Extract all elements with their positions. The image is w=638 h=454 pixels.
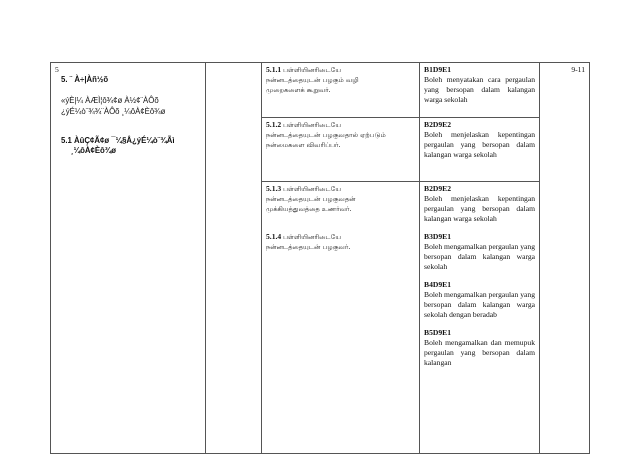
performance-code: B1D9E1 <box>424 65 452 74</box>
performance-description: Boleh mengamalkan pergaulan yang bersopan dalam kalangan warga sekolah dengan beradab <box>424 290 535 320</box>
performance-description: Boleh menjelaskan kepentingan pergaulan yang bersopan dalam kalangan warga sekolah <box>424 130 535 160</box>
period-range-cell <box>540 63 590 454</box>
standard-text: நன்னடத்தையுடன் பழகுவதன் <box>266 195 356 204</box>
standard-text: பள்ளியினரிடையே <box>283 121 341 130</box>
week-and-topic-cell <box>51 63 206 454</box>
content-standard-title: 5.1 ÀûÇ¢Ã¢ø ¯¼§Å¿ýÉ¼ò¨¾Ãì <box>61 136 175 145</box>
standard-text: முக்கியத்துவத்தை உணர்வர். <box>266 205 352 214</box>
blank-column-cell <box>206 63 262 454</box>
standard-text: நன்மைகளை விவரிப்பர். <box>266 141 341 150</box>
table-row <box>51 63 590 118</box>
standard-text: பள்ளியினரிடையே <box>283 66 341 74</box>
learning-standard-cell <box>262 63 420 118</box>
performance-description: Boleh mengamalkan dan memupuk pergaulan yang bersopan dalam kalangan <box>424 338 535 368</box>
learning-standard-cell <box>262 182 420 454</box>
performance-code: B3D9E1 <box>424 232 452 242</box>
performance-description: Boleh menjelaskan kepentingan pergaulan yang bersopan dalam kalangan warga sekolah <box>424 194 535 224</box>
performance-standard-cell <box>420 182 540 454</box>
period-range: 9-11 <box>571 65 585 74</box>
week-number: 5 <box>55 65 59 74</box>
standard-code: 5.1.4 <box>266 232 282 242</box>
performance-code: B5D9E1 <box>424 328 452 338</box>
standard-text: நன்னடத்தையுடன் பழகும் வழி <box>266 76 359 84</box>
performance-code: B2D9E2 <box>424 120 452 130</box>
standard-code: 5.1.3 <box>266 184 282 194</box>
topic-description-line-2: ¿ýÉ¼ò¨¾¾¨ÀÔõ ¸¼ôÀ¢Èô¾ø <box>61 107 166 116</box>
topic-description-line-1: «ýÈ|¼ ÀÆÌ¦ô¾¢ø À½¢¨ÀÔõ <box>61 96 159 105</box>
performance-standard-cell <box>420 63 540 118</box>
performance-description: Boleh menyatakan cara pergaulan yang bersopan dalam kalangan warga sekolah <box>424 75 535 104</box>
lesson-plan-table <box>50 62 590 454</box>
performance-description: Boleh mengamalkan pergaulan yang bersopan dalam kalangan warga sekolah <box>424 242 535 272</box>
learning-standard-cell <box>262 118 420 182</box>
standard-text: பள்ளியினரிடையே <box>283 233 341 242</box>
standard-code: 5.1.2 <box>266 120 282 130</box>
standard-text: பள்ளியினரிடையே <box>283 185 341 194</box>
performance-standard-cell <box>420 118 540 182</box>
performance-code: B2D9E2 <box>424 184 452 194</box>
standard-text: நன்னடத்தையுடன் பழகுவர். <box>266 243 351 252</box>
standard-text: நன்னடத்தையுடன் பழகுவதால் ஏற்படும் <box>266 131 386 140</box>
topic-title: 5. ¨ À÷|Àñ½õ <box>61 75 109 84</box>
performance-code: B4D9E1 <box>424 280 452 290</box>
standard-text: முறைகளைக் கூறுவர். <box>266 86 331 94</box>
standard-code: 5.1.1 <box>266 65 282 74</box>
content-standard-title-cont: ¸¼ôÀ¢Èô¾ø <box>71 146 117 155</box>
